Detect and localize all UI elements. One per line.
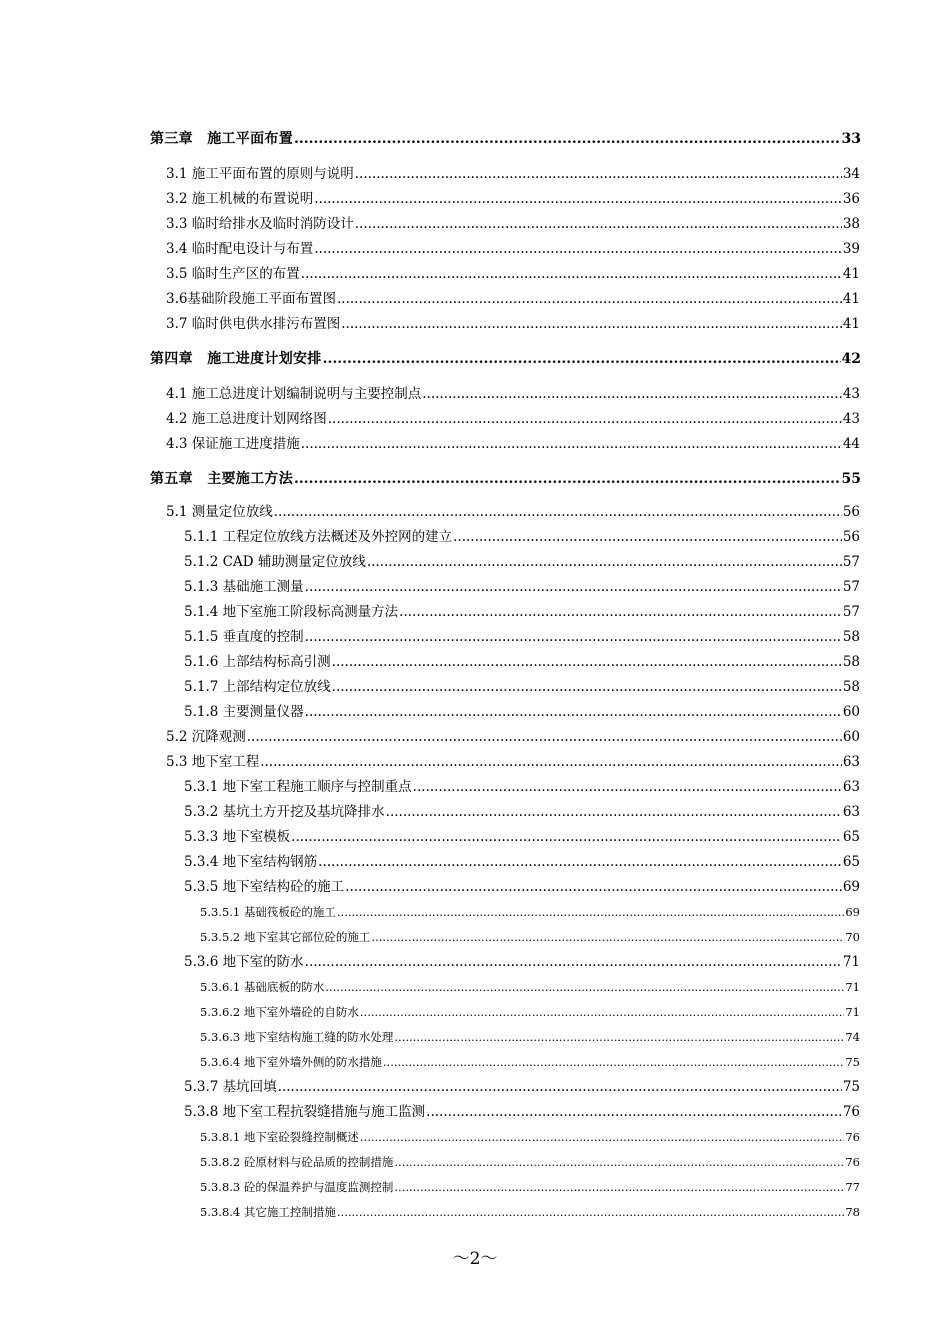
toc-entry-page-number: 58 [842, 679, 860, 695]
toc-entry-title: 3.1 施工平面布置的原则与说明 [166, 166, 354, 182]
dot-leader [332, 653, 842, 671]
toc-entry-title: 5.1.4 地下室施工阶段标高测量方法 [184, 604, 399, 620]
toc-entry-page-number: 71 [845, 980, 860, 994]
toc-entry[interactable] [184, 1078, 860, 1096]
dot-leader [355, 165, 842, 183]
toc-entry-page-number: 77 [845, 1180, 860, 1194]
toc-entry[interactable] [166, 315, 860, 333]
toc-entry[interactable] [184, 553, 860, 571]
toc-entry[interactable] [200, 1003, 860, 1021]
toc-entry[interactable] [184, 778, 860, 796]
dot-leader [314, 190, 842, 208]
toc-entry-page-number: 55 [841, 471, 861, 487]
dot-leader [305, 578, 842, 596]
toc-entry[interactable] [166, 215, 860, 233]
toc-entry-title: 5.3.6.3 地下室结构施工缝的防水处理 [200, 1030, 394, 1044]
toc-entry-title: 5.3.8.1 地下室砼裂缝控制概述 [200, 1130, 359, 1144]
toc-entry-title: 5.1 测量定位放线 [166, 504, 273, 520]
toc-entry-title: 第三章 施工平面布置 [150, 131, 293, 147]
toc-entry-page-number: 60 [842, 729, 860, 745]
toc-entry-page-number: 57 [842, 554, 860, 570]
dot-leader [301, 435, 842, 453]
toc-entry-title: 3.4 临时配电设计与布置 [166, 241, 314, 257]
toc-entry-page-number: 33 [841, 131, 861, 147]
toc-entry[interactable] [166, 753, 860, 771]
dot-leader [305, 953, 842, 971]
toc-entry-page-number: 43 [842, 386, 860, 402]
toc-entry-page-number: 76 [842, 1104, 860, 1120]
toc-entry[interactable] [200, 1178, 860, 1196]
toc-entry-page-number: 69 [842, 879, 860, 895]
toc-entry-page-number: 41 [842, 316, 860, 332]
toc-entry-page-number: 34 [842, 166, 860, 182]
toc-entry[interactable] [166, 503, 860, 521]
toc-entry-page-number: 56 [842, 504, 860, 520]
dot-leader [386, 803, 842, 821]
toc-entry-title: 5.3 地下室工程 [166, 754, 260, 770]
toc-entry[interactable] [166, 165, 860, 183]
toc-entry-page-number: 63 [842, 779, 860, 795]
toc-entry[interactable] [184, 578, 860, 596]
toc-entry-title: 5.3.5.1 基础筏板砼的施工 [200, 905, 336, 919]
dot-leader [422, 385, 842, 403]
toc-entry-page-number: 41 [842, 291, 860, 307]
toc-entry[interactable] [184, 528, 860, 546]
toc-entry-page-number: 63 [842, 804, 860, 820]
toc-entry-page-number: 63 [842, 754, 860, 770]
dot-leader [305, 628, 842, 646]
toc-entry-title: 5.3.6 地下室的防水 [184, 954, 304, 970]
toc-entry-title: 4.2 施工总进度计划网络图 [166, 411, 327, 427]
toc-entry-title: 5.3.8.2 砼原材料与砼品质的控制措施 [200, 1155, 394, 1169]
toc-entry-page-number: 75 [845, 1055, 860, 1069]
toc-entry-page-number: 56 [842, 529, 860, 545]
toc-entry-page-number: 38 [842, 216, 860, 232]
toc-entry-page-number: 42 [841, 351, 861, 367]
toc-entry[interactable] [200, 1203, 860, 1221]
dot-leader [260, 753, 842, 771]
toc-entry-page-number: 71 [845, 1005, 860, 1019]
toc-entry[interactable] [200, 978, 860, 996]
toc-entry-title: 3.5 临时生产区的布置 [166, 266, 300, 282]
dot-leader [360, 1128, 844, 1146]
dot-leader [305, 703, 842, 721]
toc-entry-title: 3.6基础阶段施工平面布置图 [166, 291, 336, 307]
toc-entry[interactable] [200, 903, 860, 921]
dot-leader [318, 853, 842, 871]
toc-entry-page-number: 78 [845, 1205, 860, 1219]
dot-leader [337, 903, 844, 921]
toc-entry-page-number: 74 [845, 1030, 860, 1044]
toc-entry-page-number: 71 [842, 954, 860, 970]
toc-entry[interactable] [166, 190, 860, 208]
toc-chapter-entry[interactable] [150, 470, 861, 488]
toc-chapter-entry[interactable] [150, 350, 861, 368]
toc-entry-page-number: 70 [845, 930, 860, 944]
toc-entry[interactable] [200, 1153, 860, 1171]
toc-entry-title: 5.3.5.2 地下室其它部位砼的施工 [200, 930, 371, 944]
toc-entry-title: 5.3.8.4 其它施工控制措施 [200, 1205, 336, 1219]
toc-entry-title: 5.3.3 地下室模板 [184, 829, 291, 845]
toc-entry[interactable] [200, 928, 860, 946]
dot-leader [355, 215, 842, 233]
toc-entry[interactable] [184, 853, 860, 871]
toc-entry-page-number: 36 [842, 191, 860, 207]
toc-entry-page-number: 58 [842, 654, 860, 670]
toc-entry-title: 5.3.8.3 砼的保温养护与温度监测控制 [200, 1180, 394, 1194]
dot-leader [274, 503, 842, 521]
toc-entry-page-number: 44 [842, 436, 860, 452]
toc-entry[interactable] [184, 828, 860, 846]
toc-entry[interactable] [184, 678, 860, 696]
toc-entry-title: 5.1.6 上部结构标高引测 [184, 654, 331, 670]
dot-leader [453, 528, 842, 546]
toc-entry-title: 3.7 临时供电供水排污布置图 [166, 316, 341, 332]
page-number-footer: ～2～ [452, 1249, 498, 1269]
toc-entry[interactable] [184, 703, 860, 721]
toc-entry[interactable] [200, 1028, 860, 1046]
dot-leader [371, 928, 844, 946]
toc-entry-title: 4.3 保证施工进度措施 [166, 436, 300, 452]
dot-leader [394, 1028, 844, 1046]
toc-entry[interactable] [166, 240, 860, 258]
toc-entry-title: 5.3.5 地下室结构砼的施工 [184, 879, 345, 895]
toc-entry[interactable] [166, 435, 860, 453]
dot-leader [325, 978, 844, 996]
dot-leader [314, 240, 842, 258]
toc-entry-title: 5.2 沉降观测 [166, 729, 246, 745]
toc-entry[interactable] [184, 603, 860, 621]
toc-entry-title: 5.1.8 主要测量仪器 [184, 704, 304, 720]
dot-leader [337, 1203, 844, 1221]
toc-entry-page-number: 41 [842, 266, 860, 282]
dot-leader [332, 678, 842, 696]
toc-entry-page-number: 57 [842, 604, 860, 620]
dot-leader [247, 728, 842, 746]
toc-entry-title: 5.1.5 垂直度的控制 [184, 629, 304, 645]
dot-leader [341, 315, 842, 333]
dot-leader [413, 778, 842, 796]
toc-entry-title: 第四章 施工进度计划安排 [150, 351, 322, 367]
dot-leader [328, 410, 842, 428]
dot-leader [394, 1178, 844, 1196]
toc-entry-page-number: 39 [842, 241, 860, 257]
toc-entry-page-number: 69 [845, 905, 860, 919]
toc-entry[interactable] [184, 878, 860, 896]
toc-entry-title: 5.3.2 基坑土方开挖及基坑降排水 [184, 804, 385, 820]
toc-entry-page-number: 76 [845, 1130, 860, 1144]
toc-entry-title: 3.2 施工机械的布置说明 [166, 191, 314, 207]
dot-leader [426, 1103, 842, 1121]
toc-entry[interactable] [166, 385, 860, 403]
toc-entry[interactable] [166, 265, 860, 283]
dot-leader [383, 1053, 844, 1071]
dot-leader [394, 1153, 844, 1171]
toc-entry[interactable] [200, 1053, 860, 1071]
toc-entry-title: 4.1 施工总进度计划编制说明与主要控制点 [166, 386, 422, 402]
toc-entry-page-number: 65 [842, 829, 860, 845]
dot-leader [278, 1078, 842, 1096]
toc-entry-page-number: 76 [845, 1155, 860, 1169]
toc-entry-title: 5.3.1 地下室工程施工顺序与控制重点 [184, 779, 412, 795]
toc-entry-page-number: 43 [842, 411, 860, 427]
toc-entry-page-number: 60 [842, 704, 860, 720]
dot-leader [399, 603, 842, 621]
toc-entry-title: 3.3 临时给排水及临时消防设计 [166, 216, 354, 232]
dot-leader [337, 290, 842, 308]
toc-entry-page-number: 75 [842, 1079, 860, 1095]
dot-leader [345, 878, 842, 896]
toc-entry-title: 5.1.1 工程定位放线方法概述及外控网的建立 [184, 529, 453, 545]
dot-leader [367, 553, 842, 571]
toc-entry[interactable] [200, 1128, 860, 1146]
toc-chapter-entry[interactable] [150, 130, 861, 148]
toc-entry[interactable] [184, 653, 860, 671]
toc-entry[interactable] [166, 290, 860, 308]
dot-leader [291, 828, 842, 846]
toc-entry-title: 5.3.6.1 基础底板的防水 [200, 980, 325, 994]
toc-entry[interactable] [184, 953, 860, 971]
dot-leader [360, 1003, 844, 1021]
toc-entry-title: 5.3.6.4 地下室外墙外侧的防水措施 [200, 1055, 382, 1069]
toc-entry-page-number: 65 [842, 854, 860, 870]
toc-entry-title: 5.3.4 地下室结构钢筋 [184, 854, 318, 870]
toc-entry-title: 5.3.8 地下室工程抗裂缝措施与施工监测 [184, 1104, 426, 1120]
dot-leader [294, 130, 841, 148]
toc-entry-title: 第五章 主要施工方法 [150, 471, 293, 487]
toc-entry-title: 5.1.3 基础施工测量 [184, 579, 304, 595]
toc-entry-title: 5.1.2 CAD 辅助测量定位放线 [184, 554, 366, 570]
toc-entry-title: 5.1.7 上部结构定位放线 [184, 679, 331, 695]
dot-leader [301, 265, 842, 283]
toc-entry-page-number: 58 [842, 629, 860, 645]
dot-leader [294, 470, 841, 488]
toc-entry[interactable] [184, 803, 860, 821]
dot-leader [323, 350, 841, 368]
toc-entry-title: 5.3.7 基坑回填 [184, 1079, 277, 1095]
toc-entry[interactable] [184, 628, 860, 646]
toc-entry-title: 5.3.6.2 地下室外墙砼的自防水 [200, 1005, 359, 1019]
toc-entry[interactable] [166, 410, 860, 428]
toc-entry[interactable] [166, 728, 860, 746]
toc-entry[interactable] [184, 1103, 860, 1121]
toc-entry-page-number: 57 [842, 579, 860, 595]
